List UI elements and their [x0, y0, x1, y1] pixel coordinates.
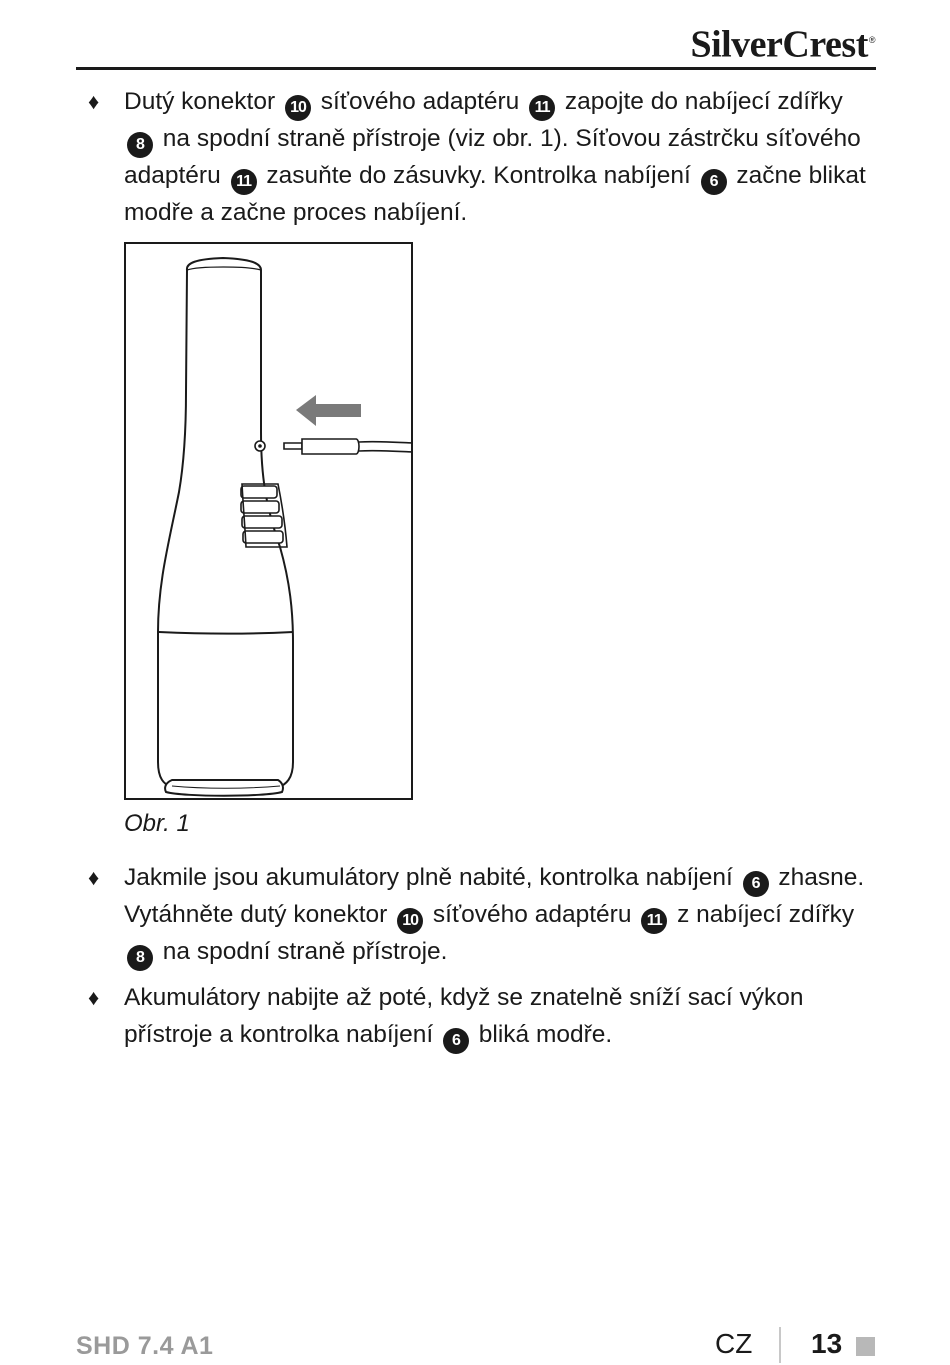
bullet-text: [124, 860, 876, 971]
bullet-text: [124, 84, 876, 232]
bullet-diamond-icon: ♦: [88, 89, 100, 114]
figure-caption: Obr. 1: [124, 810, 190, 837]
reference-number-badge: 11: [641, 908, 667, 934]
reference-number-badge: 11: [231, 169, 257, 195]
text-segment: zasuňte do zásuvky. Kontrolka nabíjení: [259, 162, 698, 189]
bullet-diamond-icon: ♦: [88, 985, 100, 1010]
brand-name: SilverCrest: [690, 23, 868, 66]
footer-divider: [779, 1327, 781, 1363]
header-rule: [76, 67, 876, 70]
language-code: CZ: [715, 1328, 753, 1359]
bullet-text: [124, 980, 876, 1054]
instruction-bullet-1: [76, 84, 876, 232]
bullet-diamond-icon: ♦: [88, 865, 100, 890]
reference-number-badge: 10: [285, 95, 311, 121]
instruction-bullet-3: [76, 980, 876, 1054]
text-segment: z nabíjecí zdířky: [670, 901, 855, 928]
brand-logo: [690, 16, 875, 69]
reference-number-badge: 8: [127, 945, 153, 971]
figure-device-charging: [124, 242, 413, 800]
page-marker-square: [856, 1337, 875, 1356]
reference-number-badge: 6: [701, 169, 727, 195]
text-segment: bliká modře.: [471, 1020, 613, 1048]
device-base: [165, 780, 283, 796]
instruction-bullet-2: [76, 860, 876, 971]
text-segment: začne blikat modře a začne proces nabíjení.: [124, 162, 866, 226]
reference-number-badge: 6: [443, 1028, 469, 1054]
text-segment: síťového adaptéru: [426, 901, 639, 928]
registered-mark: ®: [868, 35, 875, 45]
text-segment: Dutý konektor: [124, 88, 282, 115]
model-number: SHD 7.4 A1: [76, 1332, 214, 1360]
text-segment: zhasne. Vytáhněte dutý konektor: [124, 864, 865, 928]
page-number: 13: [811, 1328, 843, 1359]
text-segment: Akumulátory nabijte až poté, když se znatelně sníží sací výkon přístroje a kontrolka nabíjení: [124, 984, 804, 1048]
reference-number-badge: 8: [127, 132, 153, 158]
reference-number-badge: 6: [743, 871, 769, 897]
reference-number-badge: 10: [397, 908, 423, 934]
reference-number-badge: 11: [529, 95, 555, 121]
text-segment: Jakmile jsou akumulátory plně nabité, kontrolka nabíjení: [124, 864, 740, 891]
text-segment: na spodní straně přístroje (viz obr. 1). Síťovou zástrčku síťového adaptéru: [124, 125, 861, 189]
text-segment: zapojte do nabíjecí zdířky: [558, 88, 843, 115]
text-segment: síťového adaptéru: [313, 88, 527, 115]
text-segment: na spodní straně přístroje.: [156, 938, 448, 965]
